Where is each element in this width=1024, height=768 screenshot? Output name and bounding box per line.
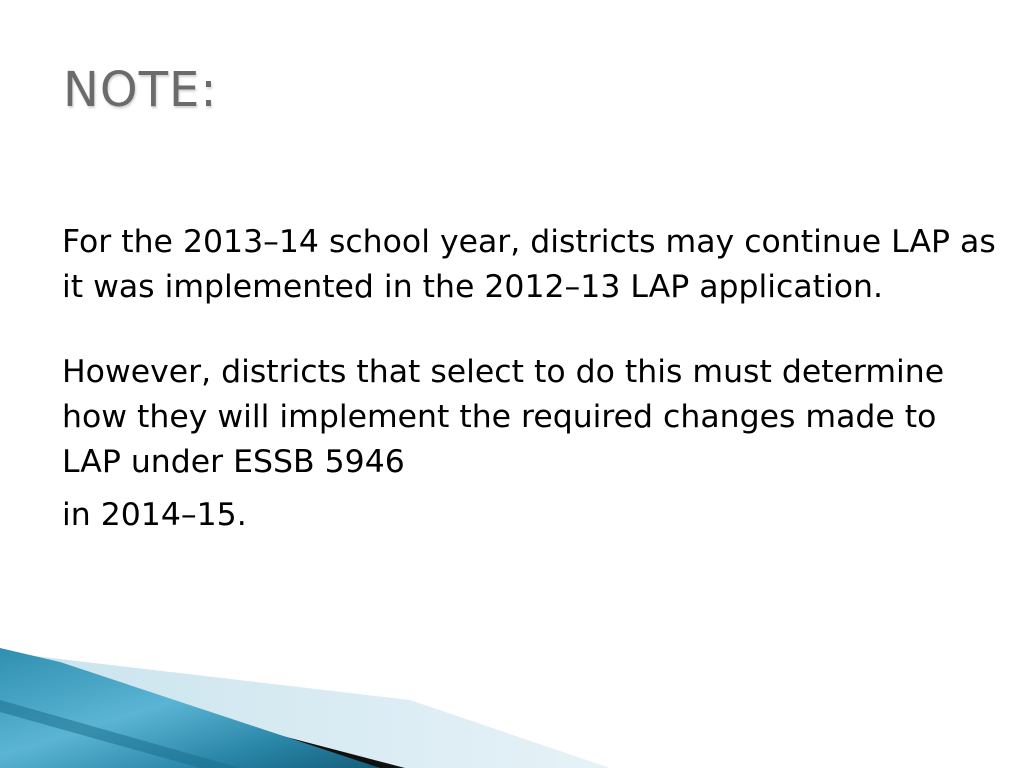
black-stripe <box>0 662 405 768</box>
pale-blue-stripe <box>0 652 610 768</box>
body-paragraph-3: in 2014–15. <box>62 497 247 533</box>
body-paragraph-2: However, districts that select to do this must determine how they will implement the required changes made to LAP under ESSB 5946 <box>62 354 945 480</box>
slide-body <box>62 220 1002 538</box>
dark-teal-edge <box>0 700 240 768</box>
slide-title: NOTE: <box>63 62 218 118</box>
teal-swoosh <box>0 648 380 768</box>
body-paragraph-1: For the 2013–14 school year, districts may continue LAP as it was implemented in the 2012–13 LAP application. <box>62 224 996 305</box>
